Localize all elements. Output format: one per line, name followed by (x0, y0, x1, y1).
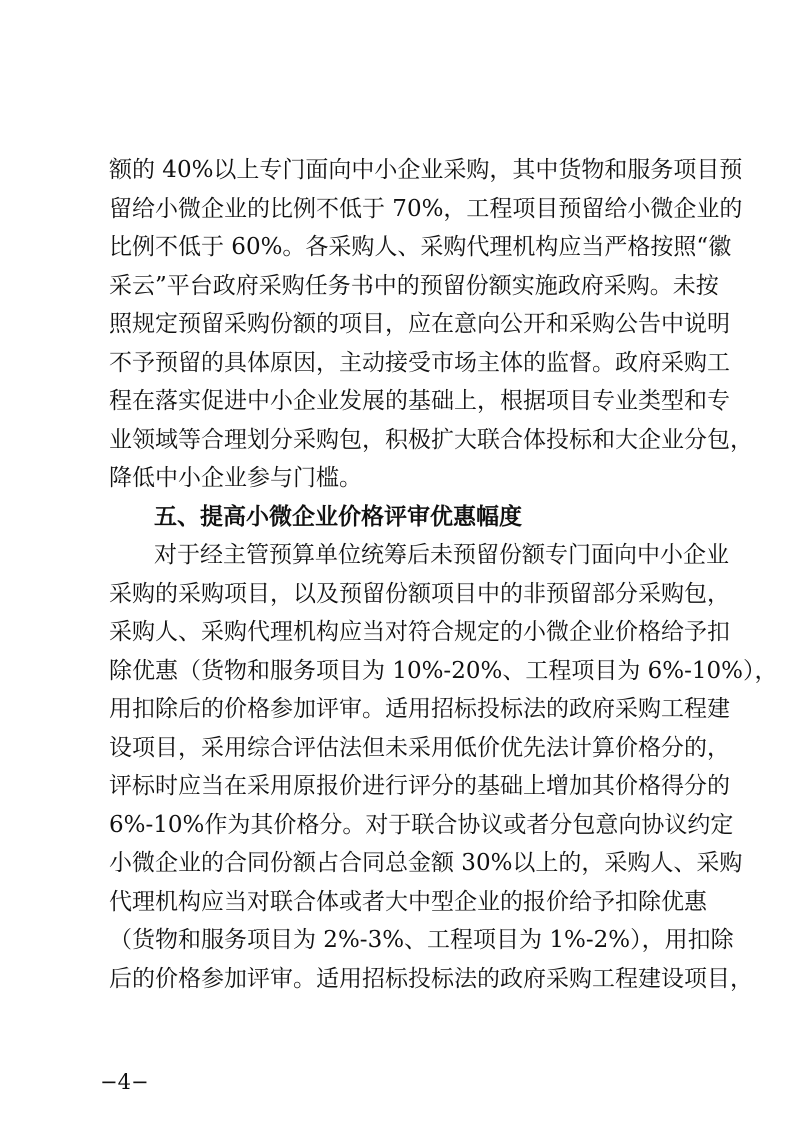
paragraph-line: 降低中小企业参与门槛。 (109, 465, 362, 491)
paragraph-line: 采购人、采购代理机构应当对符合规定的小微企业价格给予扣 (109, 619, 730, 645)
paragraph-line: 照规定预留采购份额的项目，应在意向公开和采购公告中说明 (109, 311, 730, 337)
paragraph-line: 采云”平台政府采购任务书中的预留份额实施政府采购。未按 (109, 273, 719, 299)
paragraph-line: 6%-10%作为其价格分。对于联合协议或者分包意向协议约定 (109, 812, 734, 838)
page-number: −4− (100, 1070, 149, 1094)
paragraph-line: 评标时应当在采用原报价进行评分的基础上增加其价格得分的 (109, 773, 730, 799)
paragraph-line: 除优惠（货物和服务项目为 10%-20%、工程项目为 6%-10%）， (109, 658, 778, 684)
paragraph-line: 采购的采购项目，以及预留份额项目中的非预留部分采购包， (109, 581, 730, 607)
paragraph-line: 额的 40%以上专门面向中小企业采购，其中货物和服务项目预 (109, 157, 743, 183)
paragraph-line: 小微企业的合同份额占合同总金额 30%以上的，采购人、采购 (109, 850, 743, 876)
paragraph-line: 设项目，采用综合评估法但未采用低价优先法计算价格分的， (109, 735, 730, 761)
paragraph-line: 业领域等合理划分采购包，积极扩大联合体投标和大企业分包， (109, 427, 753, 453)
section-heading: 五、提高小微企业价格评审优惠幅度 (154, 504, 522, 530)
paragraph-line: 留给小微企业的比例不低于 70%，工程项目预留给小微企业的 (109, 196, 743, 222)
paragraph-line: 比例不低于 60%。各采购人、采购代理机构应当严格按照“徽 (109, 234, 732, 260)
paragraph-line: （货物和服务项目为 2%-3%、工程项目为 1%-2%），用扣除 (109, 927, 734, 953)
paragraph-line: 代理机构应当对联合体或者大中型企业的报价给予扣除优惠 (109, 889, 707, 915)
paragraph-line: 用扣除后的价格参加评审。适用招标投标法的政府采购工程建 (109, 696, 730, 722)
paragraph-line: 后的价格参加评审。适用招标投标法的政府采购工程建设项目， (109, 966, 753, 992)
paragraph-line: 不予预留的具体原因，主动接受市场主体的监督。政府采购工 (109, 350, 730, 376)
paragraph-line: 程在落实促进中小企业发展的基础上，根据项目专业类型和专 (109, 388, 730, 414)
paragraph-line: 对于经主管预算单位统筹后未预留份额专门面向中小企业 (154, 542, 729, 568)
